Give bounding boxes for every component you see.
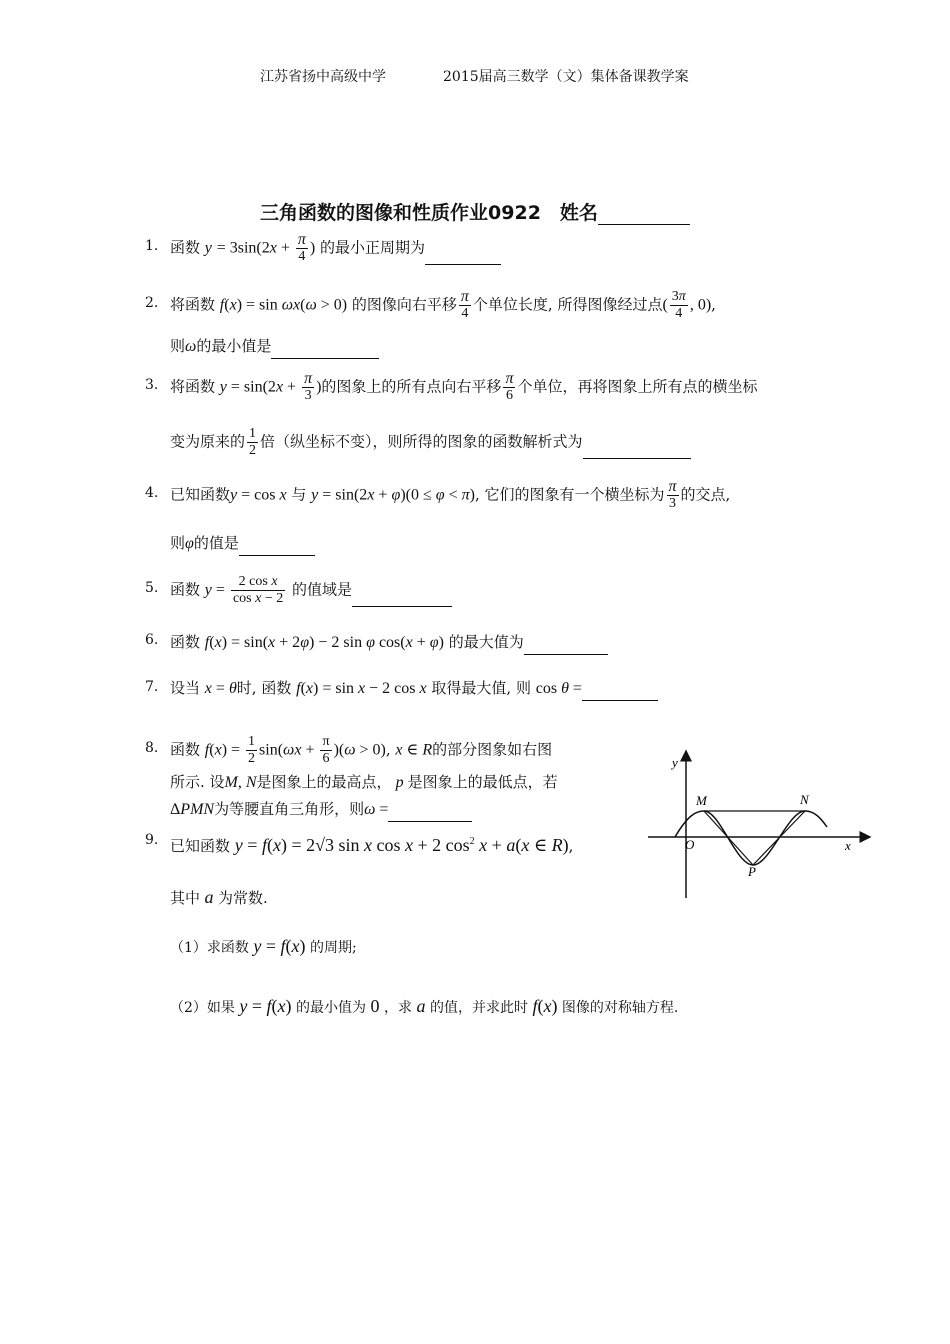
q1: 函数 y = 3sin(2x + $\frac{\pi}{4}$ ) 的最小正周期为 — [170, 232, 501, 265]
q5: 函数 y = $\frac{\text{2 cos x}}{\text{cos x − 2}}$ 的值域是 — [170, 574, 452, 607]
q4: 已知函数y = cos x 与 y = sin(2x + φ)(0 ≤ φ < π), 它们的图象有一个横坐标为 $\frac{\pi}{3}$ 的交点, — [170, 478, 731, 511]
q9-part2: （2）如果 y = f(x) 的最小值为 0 ，求 a 的值，并求此时 f(x) 图像的对称轴方程. — [170, 996, 679, 1016]
header-course: 2015届高三数学（文）集体备课教学案 — [443, 69, 689, 85]
q2-line2: 则ω的最小值是 — [170, 334, 379, 359]
segment-np — [753, 811, 805, 865]
q3: 将函数 y = sin(2x + $\frac{\pi}{3}$ )的图象上的所有点向右平移 $\frac{\pi}{6}$ 个单位，再将图象上所有点的横坐标 — [170, 370, 758, 403]
q6-number: 6. — [145, 632, 159, 648]
point-m-label: M — [696, 793, 707, 808]
q6: 函数 f(x) = sin(x + 2φ) − 2 sin φ cos(x + φ) 的最大值为 — [170, 630, 608, 655]
q3-line2: 变为原来的 $\frac{1}{2}$ 倍（纵坐标不变），则所得的图象的函数解析式为 — [170, 426, 691, 459]
q2: 将函数 f(x) = sin ωx(ω > 0) 的图像向右平移 $\frac{\pi}{4}$ 个单位长度, 所得图像经过点( $\frac{3\pi}{4}$ , 0), — [170, 288, 716, 321]
q9-number: 9. — [145, 832, 159, 848]
origin-label: O — [685, 837, 695, 852]
y-axis-label: y — [672, 755, 678, 770]
q8: 函数 f(x) = $\frac{1}{2}$ sin(ωx + $\frac{\pi}{6}$ )(ω > 0), x ∈ R的部分图象如右图 — [170, 734, 553, 766]
q8-graph-figure — [640, 745, 880, 905]
sine-curve — [675, 811, 827, 865]
point-p-label: P — [748, 864, 756, 879]
q1-number: 1. — [145, 238, 159, 254]
q9: 已知函数 y = f(x) = 2√3 sin x cos x + 2 $\cos^2 x + a(x$ ∈ R), — [170, 835, 574, 855]
q9-part1: （1）求函数 y = f(x) 的周期; — [170, 936, 357, 956]
q8-line2: 所示. 设M, N是图象上的最高点， p 是图象上的最低点，若 — [170, 773, 558, 791]
q5-number: 5. — [145, 580, 159, 596]
q4-line2: 则φ的值是 — [170, 531, 315, 556]
page-title: 三角函数的图像和性质作业0922 姓名 — [0, 198, 950, 225]
q9-line2: 其中 a 为常数. — [170, 887, 268, 907]
q4-number: 4. — [145, 485, 159, 501]
q7-number: 7. — [145, 679, 159, 695]
q7: 设当 x = θ时, 函数 f(x) = sin x − 2 cos x 取得最大值, 则 cos θ = — [170, 676, 658, 701]
header-school: 江苏省扬中高级中学 — [260, 69, 386, 85]
q8-line3: ΔPMN为等腰直角三角形，则ω = — [170, 797, 472, 822]
q8-number: 8. — [145, 740, 159, 756]
segment-mp — [704, 811, 753, 865]
x-axis-label: x — [845, 838, 851, 853]
q2-number: 2. — [145, 295, 159, 311]
point-n-label: N — [800, 792, 809, 807]
q3-number: 3. — [145, 377, 159, 393]
